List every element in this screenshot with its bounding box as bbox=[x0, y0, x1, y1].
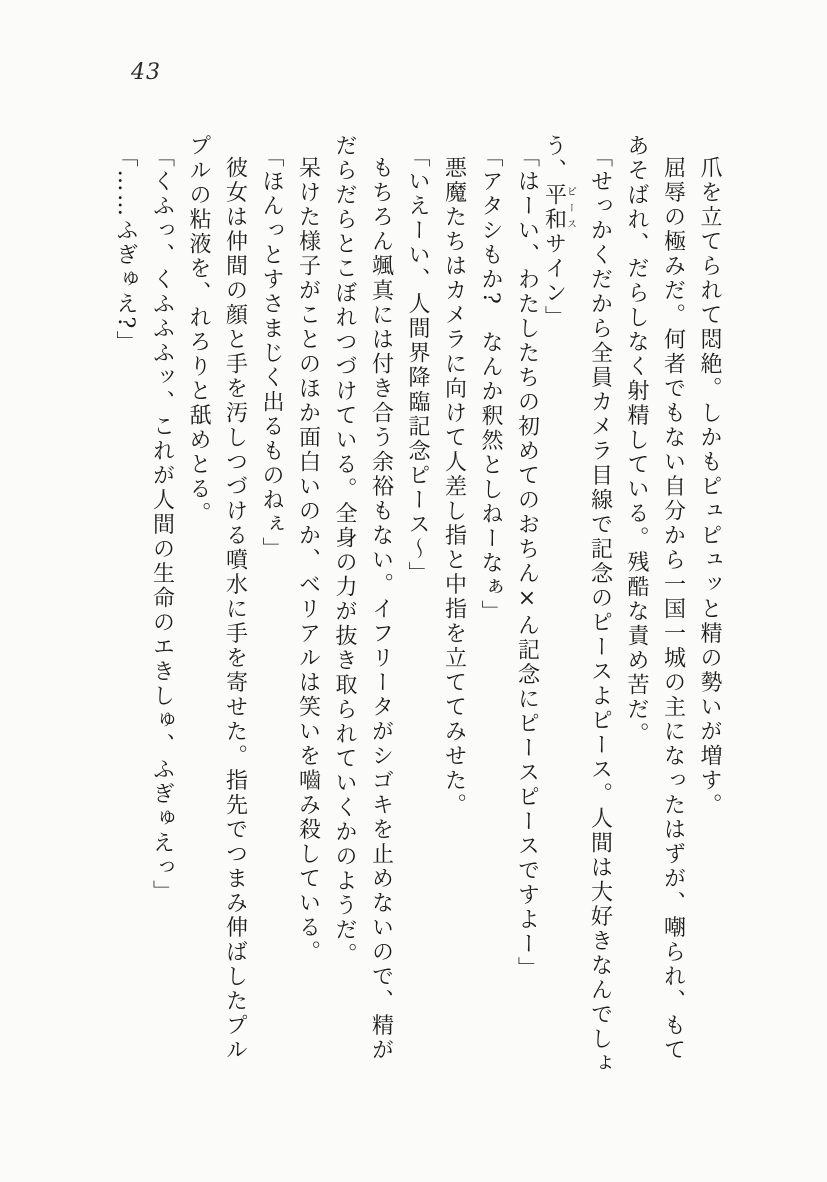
text-line: 爪を立てられて悶絶。しかもピュピュッと精の勢いが増す。 bbox=[697, 156, 722, 818]
text-line: だらだらとこぼれつづけている。全身の力が抜き取られていくかのようだ。 bbox=[332, 134, 357, 967]
text-line: 「アタシもか? なんか釈然としねーなぁ」 bbox=[478, 145, 503, 625]
text-line: 「くふっ、くふふふッ、これが人間の生命のエきしゅ、ふぎゅえっ」 bbox=[149, 145, 175, 905]
text-columns bbox=[113, 134, 721, 1099]
text-line: 「……ふぎゅえ?」 bbox=[113, 145, 138, 356]
text-line: 屈辱の極みだ。何者でもない自分から一国一城の主になったはずが、嘲られ、もて bbox=[660, 156, 686, 1063]
text-line: 「いえーい、人間界降臨記念ピース～」 bbox=[405, 145, 430, 586]
text-line: う、平和ピースサイン」 bbox=[541, 134, 576, 330]
text-line: 「せっかくだから全員カメラ目線で記念のピースよピース。人間は大好きなんでしょ bbox=[587, 145, 613, 1076]
page-number: 43 bbox=[131, 60, 161, 85]
text-line: 呆けた様子がことのほか面白いのか、ベリアルは笑いを嚙み殺している。 bbox=[295, 156, 321, 965]
text-line: 「ほんっとすさまじく出るものねぇ」 bbox=[259, 145, 284, 562]
text-line: プルの粘液を、れろりと舐めとる。 bbox=[186, 134, 211, 526]
text-line: 彼女は仲間の顔と手を汚しつづける噴水に手を寄せた。指先でつまみ伸ばしたプル bbox=[222, 156, 248, 1063]
text-line: 悪魔たちはカメラに向けて人差し指と中指を立ててみせた。 bbox=[441, 156, 467, 818]
text-line: 「はーい、わたしたちの初めてのおちん×ん記念にピースピースですよー」 bbox=[514, 145, 540, 981]
furigana: 平和ピース bbox=[541, 183, 576, 232]
text-line: あそばれ、だらしなく射精している。残酷な責め苦だ。 bbox=[624, 134, 649, 747]
text-line: もちろん颯真には付き合う余裕もない。イフリータがシゴキを止めないので、精が bbox=[368, 156, 394, 1063]
